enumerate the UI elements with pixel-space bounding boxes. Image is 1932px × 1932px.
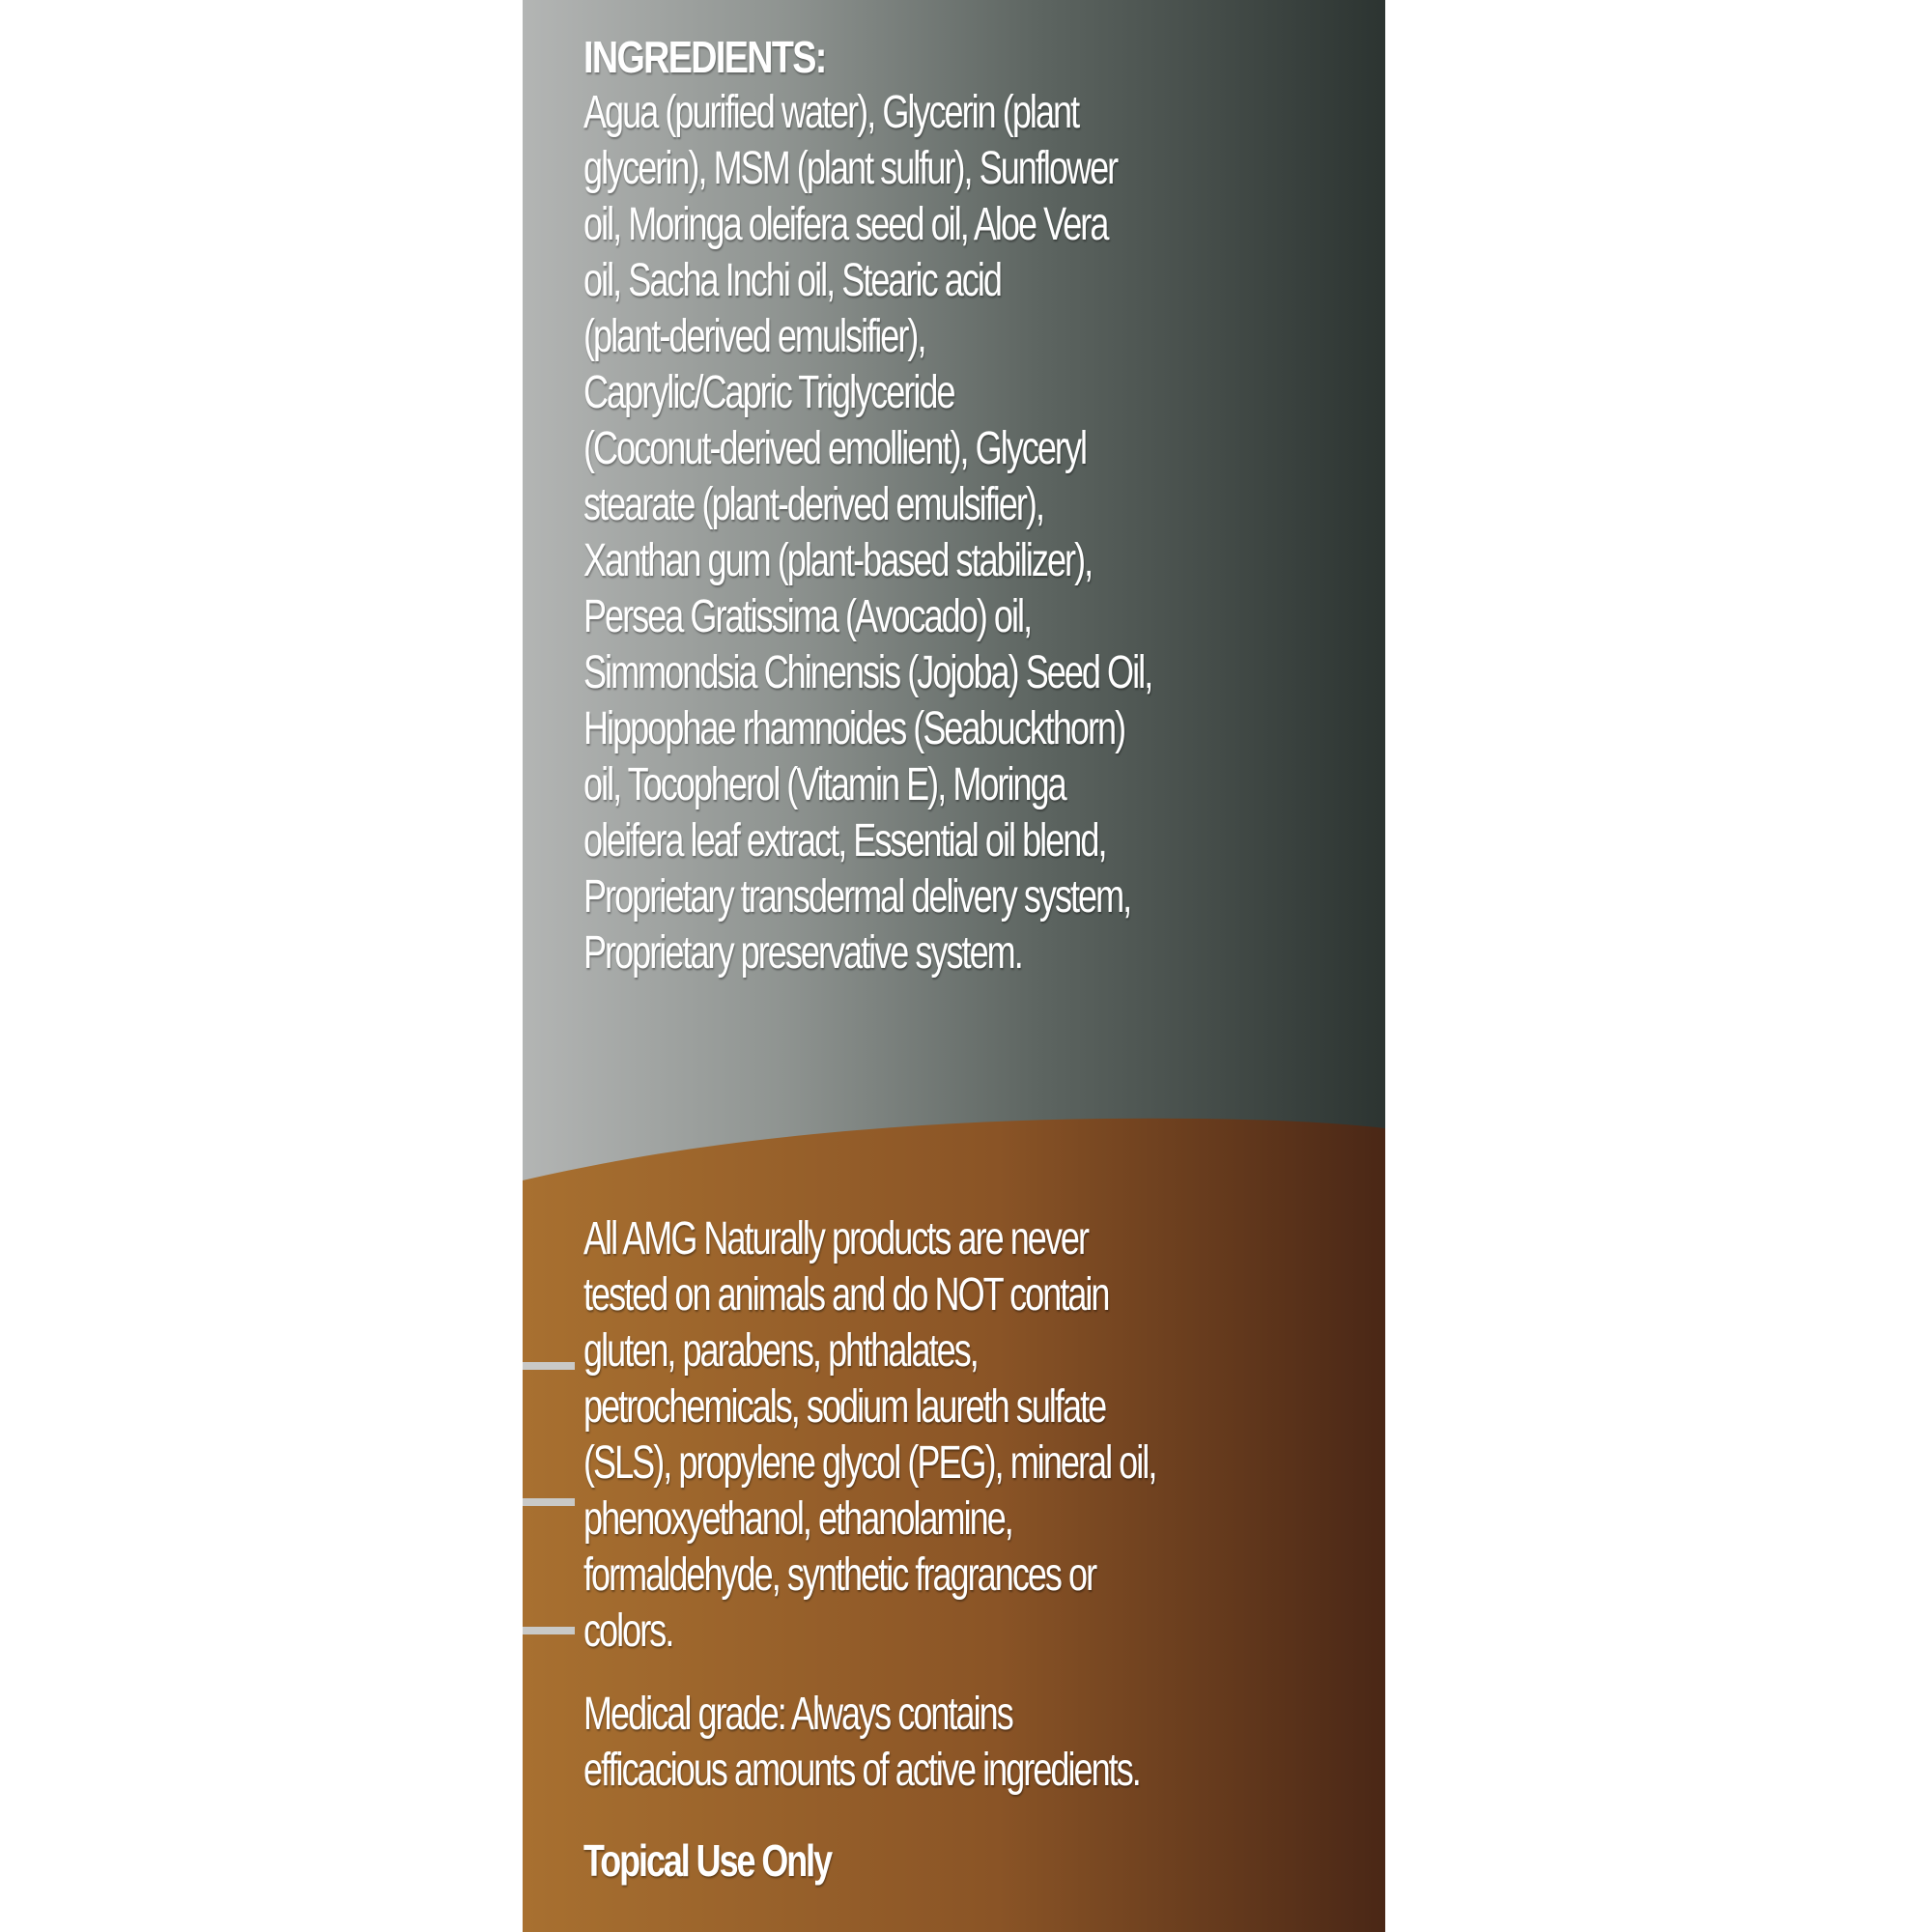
claims-line: colors. xyxy=(583,1605,673,1657)
ingredients-line: Agua (purified water), Glycerin (plant xyxy=(583,87,1079,138)
ingredients-line: stearate (plant-derived emulsifier), xyxy=(583,479,1044,530)
claims-line: phenoxyethanol, ethanolamine, xyxy=(583,1493,1012,1545)
claims-line: tested on animals and do NOT contain xyxy=(583,1269,1109,1321)
medical-grade-statement xyxy=(583,1687,1221,1799)
side-tick-mark xyxy=(523,1627,575,1634)
usage-label: Topical Use Only xyxy=(583,1835,831,1886)
ingredients-line: glycerin), MSM (plant sulfur), Sunflower xyxy=(583,143,1118,194)
medical-line: efficacious amounts of active ingredients. xyxy=(583,1745,1140,1796)
ingredients-line: oil, Moringa oleifera seed oil, Aloe Vera xyxy=(583,199,1108,250)
claims-line: formaldehyde, synthetic fragrances or xyxy=(583,1549,1096,1601)
ingredients-line: Persea Gratissima (Avocado) oil, xyxy=(583,591,1032,642)
side-tick-mark xyxy=(523,1362,575,1370)
medical-line: Medical grade: Always contains xyxy=(583,1689,1012,1740)
ingredients-line: Xanthan gum (plant-based stabilizer), xyxy=(583,535,1093,586)
ingredients-list xyxy=(583,85,1221,981)
ingredients-line: oil, Sacha Inchi oil, Stearic acid xyxy=(583,255,1001,306)
ingredients-line: (plant-derived emulsifier), xyxy=(583,311,925,362)
claims-line: gluten, parabens, phthalates, xyxy=(583,1325,978,1377)
claims-line: All AMG Naturally products are never xyxy=(583,1213,1089,1264)
ingredients-line: Hippophae rhamnoides (Seabuckthorn) xyxy=(583,703,1125,754)
ingredients-line: oleifera leaf extract, Essential oil blend, xyxy=(583,815,1106,867)
label-panel xyxy=(523,0,1385,1932)
ingredients-line: (Coconut-derived emollient), Glyceryl xyxy=(583,423,1087,474)
claims-line: petrochemicals, sodium laureth sulfate xyxy=(583,1381,1106,1433)
side-tick-mark xyxy=(523,1498,575,1506)
ingredients-line: Proprietary transdermal delivery system, xyxy=(583,871,1131,923)
ingredients-line: Caprylic/Capric Triglyceride xyxy=(583,367,954,418)
ingredients-line: oil, Tocopherol (Vitamin E), Moringa xyxy=(583,759,1065,810)
product-claims xyxy=(583,1211,1221,1660)
ingredients-line: Proprietary preservative system. xyxy=(583,927,1022,979)
ingredients-heading: INGREDIENTS: xyxy=(583,32,826,82)
claims-line: (SLS), propylene glycol (PEG), mineral oil, xyxy=(583,1437,1156,1489)
ingredients-line: Simmondsia Chinensis (Jojoba) Seed Oil, xyxy=(583,647,1152,698)
